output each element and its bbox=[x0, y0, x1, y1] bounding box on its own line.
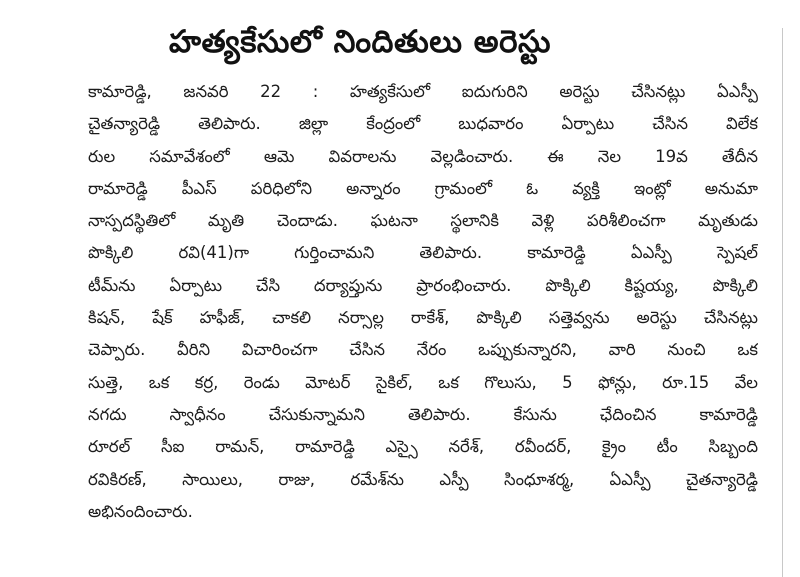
column-divider bbox=[782, 28, 783, 577]
article-line: నాస్పదస్థితిలో మృతి చెందాడు. ఘటనా స్థలానికి వెళ్లి పరిశీలించగా మృతుడు bbox=[88, 211, 758, 231]
article-body bbox=[88, 76, 758, 528]
article-line: టీమ్‌ను ఏర్పాటు చేసి దర్యాప్తును ప్రారంభించారు. పొక్కిలి కిష్టయ్య, పొక్కిలి bbox=[88, 275, 758, 295]
article-line: కిషన్, షేక్ హఫీజ్, చాకలి నర్సాల్ల రాకేశ్, పొక్కిలి సత్తెవ్వను అరెస్టు చేసినట్లు bbox=[88, 308, 758, 328]
article-line: అభినందించారు. bbox=[88, 501, 193, 521]
article-line: సుత్తె, ఒక కర్ర, రెండు మోటర్ సైకిల్, ఒక గొలుసు, 5 ఫోన్లు, రూ.15 వేల bbox=[88, 372, 758, 392]
article-line: కామారెడ్డి, జనవరి 22 : హత్యకేసులో ఐదుగురిని అరెస్టు చేసినట్లు ఏఎస్పీ bbox=[88, 82, 758, 101]
article-line: రామారెడ్డి పీఎస్ పరిధిలోని అన్నారం గ్రామంలో ఓ వ్యక్తి ఇంట్లో అనుమా bbox=[88, 178, 758, 198]
article-line: చెప్పారు. వీరిని విచారించగా చేసిన నేరం ఒప్పుకున్నారని, వారి నుంచి ఒక bbox=[88, 340, 758, 360]
article-line: పొక్కిలి రవి(41)గా గుర్తించామని తెలిపారు. కామారెడ్డి ఏఎస్పీ స్పెషల్ bbox=[88, 243, 758, 263]
article-line: నగదు స్వాధీనం చేసుకున్నామని తెలిపారు. కేసును ఛేదించిన కామారెడ్డి bbox=[88, 404, 758, 424]
article-line: రూరల్ సీఐ రామన్, రామారెడ్డి ఎస్సై నరేశ్, రవీందర్, క్రైం టీం సిబ్బంది bbox=[88, 437, 758, 457]
article-line: చైతన్యారెడ్డి తెలిపారు. జిల్లా కేంద్రంలో బుధవారం ఏర్పాటు చేసిన విలేక bbox=[88, 114, 758, 134]
article-line: రుల సమావేశంలో ఆమె వివరాలను వెల్లడించారు. ఈ నెల 19వ తేదీన bbox=[88, 146, 758, 166]
article-headline: హత్యకేసులో నిందితులు అరెస్టు bbox=[169, 24, 551, 60]
article-line: రవికిరణ్, సాయిలు, రాజు, రమేశ్‌ను ఎస్పీ సింధూశర్మ, ఏఎస్పీ చైతన్యారెడ్డి bbox=[88, 469, 758, 489]
